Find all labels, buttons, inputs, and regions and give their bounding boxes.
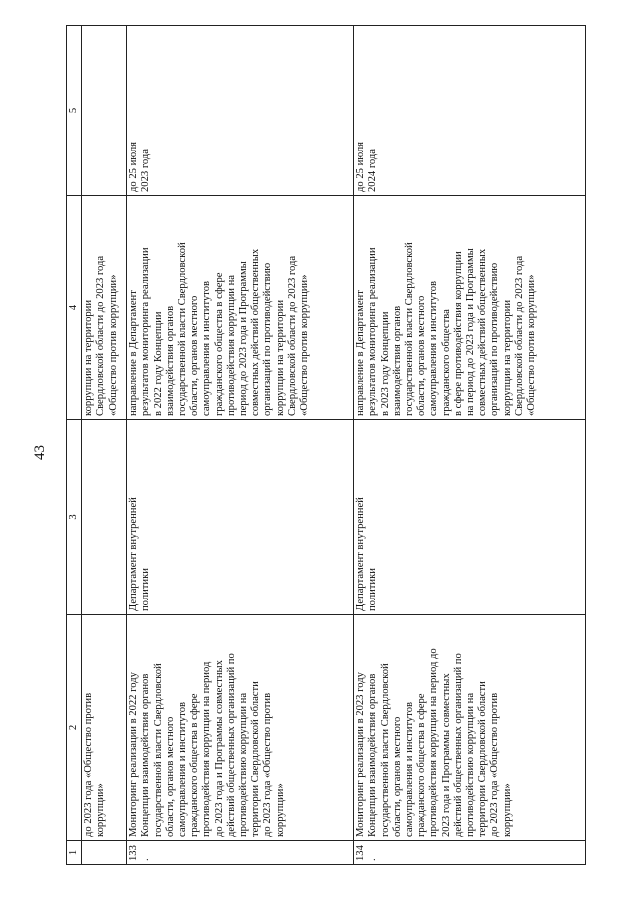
header-col-5: 5 (67, 26, 82, 196)
cell-deadline (82, 26, 127, 196)
table-header-row (67, 26, 82, 865)
cell-num: 133. (127, 841, 354, 865)
cell-result: направление в Департамент результатов мониторинга реализации в 2023 году Концепции взаимодействия органов государственной власти Свердловской области, органов местного самоуправления и институтов гражданского общества в сфере противодействия коррупции на период до 2023 года и Программы совместных действий общественных организаций по противодействию коррупции на территории Свердловской области до 2023 года «Общество против коррупции» (354, 196, 586, 420)
plan-table (66, 25, 586, 865)
cell-executor: Департамент внутренней политики (354, 420, 586, 615)
cell-executor (82, 420, 127, 615)
cell-name: Мониторинг реализации в 2022 году Концепции взаимодействия органов государственной власти Свердловской области, органов местного самоуправления и институтов гражданского общества в сфере противодействия коррупции на период до 2023 года и Программы совместных действий общественных организаций по противодействию коррупции на территории Свердловской области до 2023 года «Общество против коррупции» (127, 615, 354, 841)
cell-deadline: до 25 июля 2024 года (354, 26, 586, 196)
cell-name: Мониторинг реализации в 2023 году Концепции взаимодействия органов государственной власти Свердловской области, органов местного самоуправления и институтов гражданского общества в сфере противодействия коррупции на период до 2023 года и Программы совместных действий общественных организаций по противодействию коррупции на территории Свердловской области до 2023 года «Общество против коррупции» (354, 615, 586, 841)
table-row-continuation (82, 26, 127, 865)
cell-name: до 2023 года «Общество против коррупции» (82, 615, 127, 841)
page-number: 43 (32, 445, 48, 460)
cell-result: коррупции на территории Свердловской области до 2023 года «Общество против коррупции» (82, 196, 127, 420)
header-col-3: 3 (67, 420, 82, 615)
table-row (127, 26, 354, 865)
cell-num: 134. (354, 841, 586, 865)
header-col-4: 4 (67, 196, 82, 420)
cell-num (82, 841, 127, 865)
header-col-2: 2 (67, 615, 82, 841)
header-col-1: 1 (67, 841, 82, 865)
cell-deadline: до 25 июля 2023 года (127, 26, 354, 196)
cell-executor: Департамент внутренней политики (127, 420, 354, 615)
table-row (354, 26, 586, 865)
cell-result: направление в Департамент результатов мониторинга реализации в 2022 году Концепции взаимодействия органов государственной власти Свердловской области, органов местного самоуправления и институтов гражданского общества в сфере противодействия коррупции на период до 2023 года и Программы совместных действий общественных организаций по противодействию коррупции на территории Свердловской области до 2023 года «Общество против коррупции» (127, 196, 354, 420)
